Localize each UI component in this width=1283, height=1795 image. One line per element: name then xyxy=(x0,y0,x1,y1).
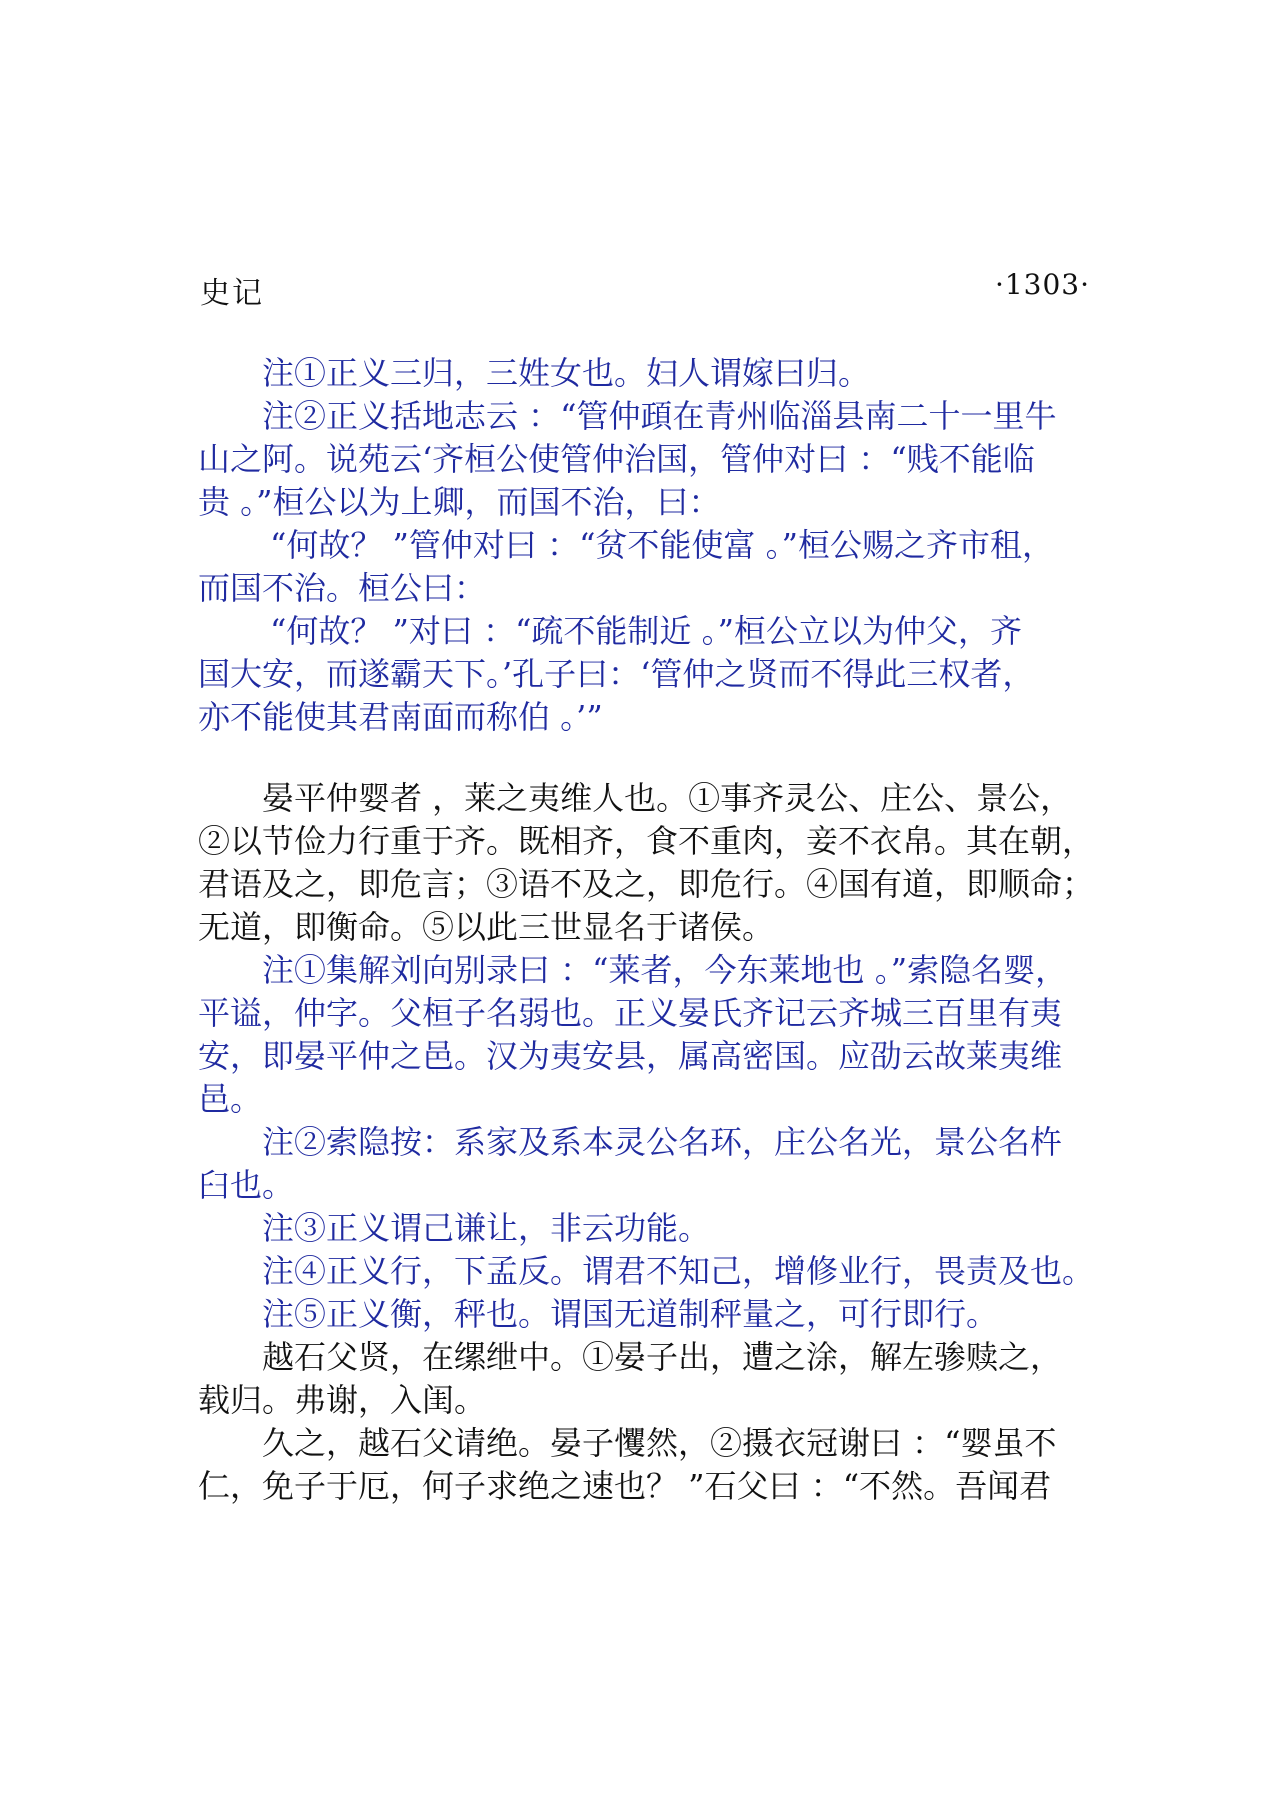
note-line: 山之阿。说苑云‘齐桓公使管仲治国，管仲对曰 ：“贱不能临 xyxy=(198,440,1035,478)
note-line: 贵 。”桓公以为上卿，而国不治，曰： xyxy=(198,483,721,521)
note-line: 臼也。 xyxy=(198,1166,295,1204)
main-text-line: ②以节俭力行重于齐。既相齐，食不重肉，妾不衣帛。其在朝， xyxy=(198,822,1095,860)
main-text-line: 君语及之，即危言；③语不及之，即危行。④国有道，即顺命； xyxy=(198,865,1095,903)
note-line: 安，即晏平仲之邑。汉为夷安县，属高密国。应劭云故莱夷维 xyxy=(198,1037,1063,1075)
page-header xyxy=(200,268,1090,311)
note-line: “何故？ ”管仲对曰 ：“贫不能使富 。”桓公赐之齐市租， xyxy=(270,526,1054,564)
note-line: 注①集解刘向别录曰 ：“莱者，今东莱地也 。”索隐名婴， xyxy=(262,951,1068,989)
note-line: 而国不治。桓公曰： xyxy=(198,569,487,607)
paragraph-gap xyxy=(198,739,1098,777)
book-title: 史记 xyxy=(200,276,264,311)
note-line: 邑。 xyxy=(198,1080,263,1118)
main-text-line: 仁，免子于厄，何子求绝之速也？ ”石父曰 ：“不然。吾闻君 xyxy=(198,1467,1052,1505)
note-line: 注①正义三归，三姓女也。妇人谓嫁曰归。 xyxy=(262,354,871,392)
note-line: 注④正义行，下孟反。谓君不知己，增修业行，畏责及也。 xyxy=(262,1252,1095,1290)
main-text-line: 越石父贤，在缧绁中。①晏子出，遭之涂，解左骖赎之， xyxy=(262,1338,1063,1376)
note-line: 平谥，仲字。父桓子名弱也。正义晏氏齐记云齐城三百里有夷 xyxy=(198,994,1063,1032)
main-text-line: 久之，越石父请绝。晏子戄然，②摄衣冠谢曰 ：“婴虽不 xyxy=(262,1424,1057,1462)
note-line: 注②正义括地志云 ：“管仲頙在青州临淄县南二十一里牛 xyxy=(262,397,1057,435)
page-body xyxy=(198,352,1098,1508)
main-text-line: 无道，即衡命。⑤以此三世显名于诸侯。 xyxy=(198,908,775,946)
note-line: 注③正义谓己谦让，非云功能。 xyxy=(262,1209,711,1247)
main-text-line: 晏平仲婴者 ，莱之夷维人也。①事齐灵公、庄公、景公， xyxy=(262,779,1073,817)
note-line: 国大安，而遂霸天下。’孔子曰：‘管仲之贤而不得此三权者， xyxy=(198,655,1035,693)
note-line: 注⑤正义衡，秤也。谓国无道制秤量之，可行即行。 xyxy=(262,1295,999,1333)
note-line: “何故？ ”对曰 ：“疏不能制近 。”桓公立以为仲父，齐 xyxy=(270,612,1022,650)
note-line: 注②索隐按：系家及系本灵公名环，庄公名光，景公名杵 xyxy=(262,1123,1063,1161)
page-number: ·1303· xyxy=(994,268,1090,301)
main-text-line: 载归。弗谢，入闺。 xyxy=(198,1381,487,1419)
note-line: 亦不能使其君南面而称伯 。’” xyxy=(198,698,603,736)
